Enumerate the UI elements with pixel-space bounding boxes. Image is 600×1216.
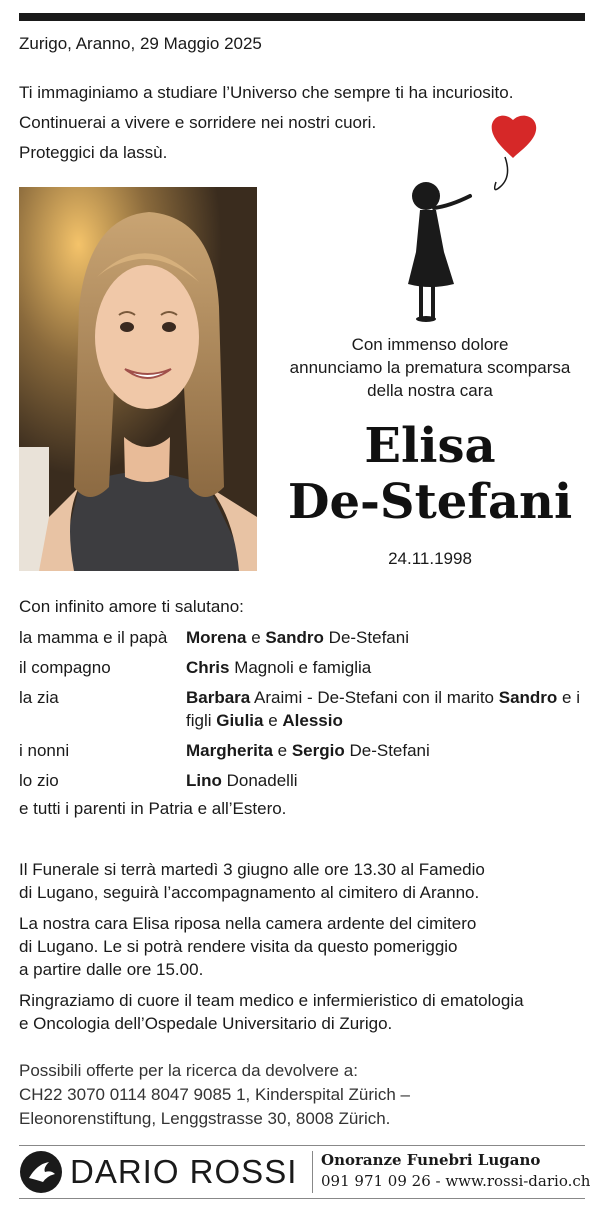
mourner-row (19, 686, 589, 732)
announcement-line: della nostra cara (367, 381, 493, 400)
mourner-text: De-Stefani (344, 741, 430, 760)
info-line: La nostra cara Elisa riposa nella camera ardente del cimitero (19, 914, 477, 933)
mourner-first-name: Morena (186, 628, 247, 647)
mourner-text: Araimi - De-Stefani con il marito (250, 688, 499, 707)
mourner-first-name: Barbara (186, 688, 251, 707)
info-line: di Lugano. Le si potrà rendere visita da questo pomeriggio (19, 937, 458, 956)
deceased-name (268, 418, 592, 530)
announcement-line: Con immenso dolore (351, 335, 509, 354)
intro-line: Proteggici da lassù. (19, 143, 168, 162)
mourner-names (186, 656, 589, 679)
mourner-text: e (246, 628, 266, 647)
mourner-first-name: Sandro (498, 688, 558, 707)
footer-top-rule (19, 1145, 585, 1146)
info-line: di Lugano, seguirà l’accompagnamento al cimitero di Aranno. (19, 883, 480, 902)
mourner-row (19, 626, 589, 649)
donations-info (19, 1059, 589, 1131)
company-contact: 091 971 09 26 - www.rossi-dario.ch (321, 1172, 591, 1190)
mourner-text: Magnoli e famiglia (229, 658, 372, 677)
funeral-info (19, 858, 589, 1043)
birth-date: 24.11.1998 (388, 549, 472, 568)
mourner-text: e (272, 741, 292, 760)
mourner-row (19, 769, 589, 792)
mourner-relation: lo zio (19, 771, 59, 790)
mourner-relation: la zia (19, 688, 59, 707)
mourners-closing: e tutti i parenti in Patria e all’Estero. (19, 799, 287, 818)
mourner-text: De-Stefani (323, 628, 409, 647)
footer-bottom-rule (19, 1198, 585, 1199)
info-paragraph (19, 912, 589, 981)
last-name: De-Stefani (287, 474, 573, 530)
girl-with-balloon-icon (400, 112, 550, 332)
mourner-first-name: Sergio (291, 741, 345, 760)
info-line: Il Funerale si terrà martedì 3 giugno alle ore 13.30 al Famedio (19, 860, 485, 879)
top-rule (19, 13, 585, 21)
donations-line: Possibili offerte per la ricerca da devolvere a: (19, 1061, 358, 1080)
mourner-names (186, 686, 589, 732)
info-paragraph (19, 858, 589, 904)
mourner-relation: i nonni (19, 741, 70, 760)
mourner-row (19, 739, 589, 762)
mourner-first-name: Margherita (186, 741, 273, 760)
portrait-photo (19, 187, 257, 571)
mourners-heading: Con infinito amore ti salutano: (19, 597, 244, 616)
footer-divider (312, 1151, 313, 1193)
mourner-first-name: Alessio (282, 711, 343, 730)
brand-name: DARIO ROSSI (70, 1153, 298, 1190)
portrait-image (19, 187, 257, 571)
donations-line: Eleonorenstiftung, Lenggstrasse 30, 8008 Zürich. (19, 1109, 391, 1128)
announcement-line: annunciamo la prematura scomparsa (289, 358, 571, 377)
intro-line: Continuerai a vivere e sorridere nei nostri cuori. (19, 113, 377, 132)
bird-logo-icon (19, 1150, 63, 1194)
mourner-names (186, 769, 589, 792)
info-line: a partire dalle ore 15.00. (19, 960, 204, 979)
mourner-text: e (263, 711, 283, 730)
info-line: Ringraziamo di cuore il team medico e infermieristico di ematologia (19, 991, 524, 1010)
donations-line: CH22 3070 0114 8047 9085 1, Kinderspital Zürich – (19, 1085, 410, 1104)
mourner-names (186, 626, 589, 649)
mourner-first-name: Chris (186, 658, 230, 677)
info-line: e Oncologia dell’Ospedale Universitario di Zurigo. (19, 1014, 393, 1033)
first-name: Elisa (364, 418, 496, 474)
mourner-first-name: Giulia (216, 711, 264, 730)
mourner-relation: il compagno (19, 658, 111, 677)
company-name: Onoranze Funebri Lugano (321, 1151, 541, 1169)
mourner-first-name: Sandro (265, 628, 324, 647)
place-date: Zurigo, Aranno, 29 Maggio 2025 (19, 34, 262, 53)
mourner-first-name: Lino (186, 771, 222, 790)
mourner-names (186, 739, 589, 762)
mourner-row (19, 656, 589, 679)
mourner-relation: la mamma e il papà (19, 628, 168, 647)
announcement-text (268, 333, 592, 402)
info-paragraph (19, 989, 589, 1035)
mourners-list (19, 626, 589, 799)
mourner-text: Donadelli (221, 771, 298, 790)
intro-line: Ti immaginiamo a studiare l’Universo che sempre ti ha incuriosito. (19, 83, 514, 102)
mourner-text: e i figli (186, 688, 585, 730)
